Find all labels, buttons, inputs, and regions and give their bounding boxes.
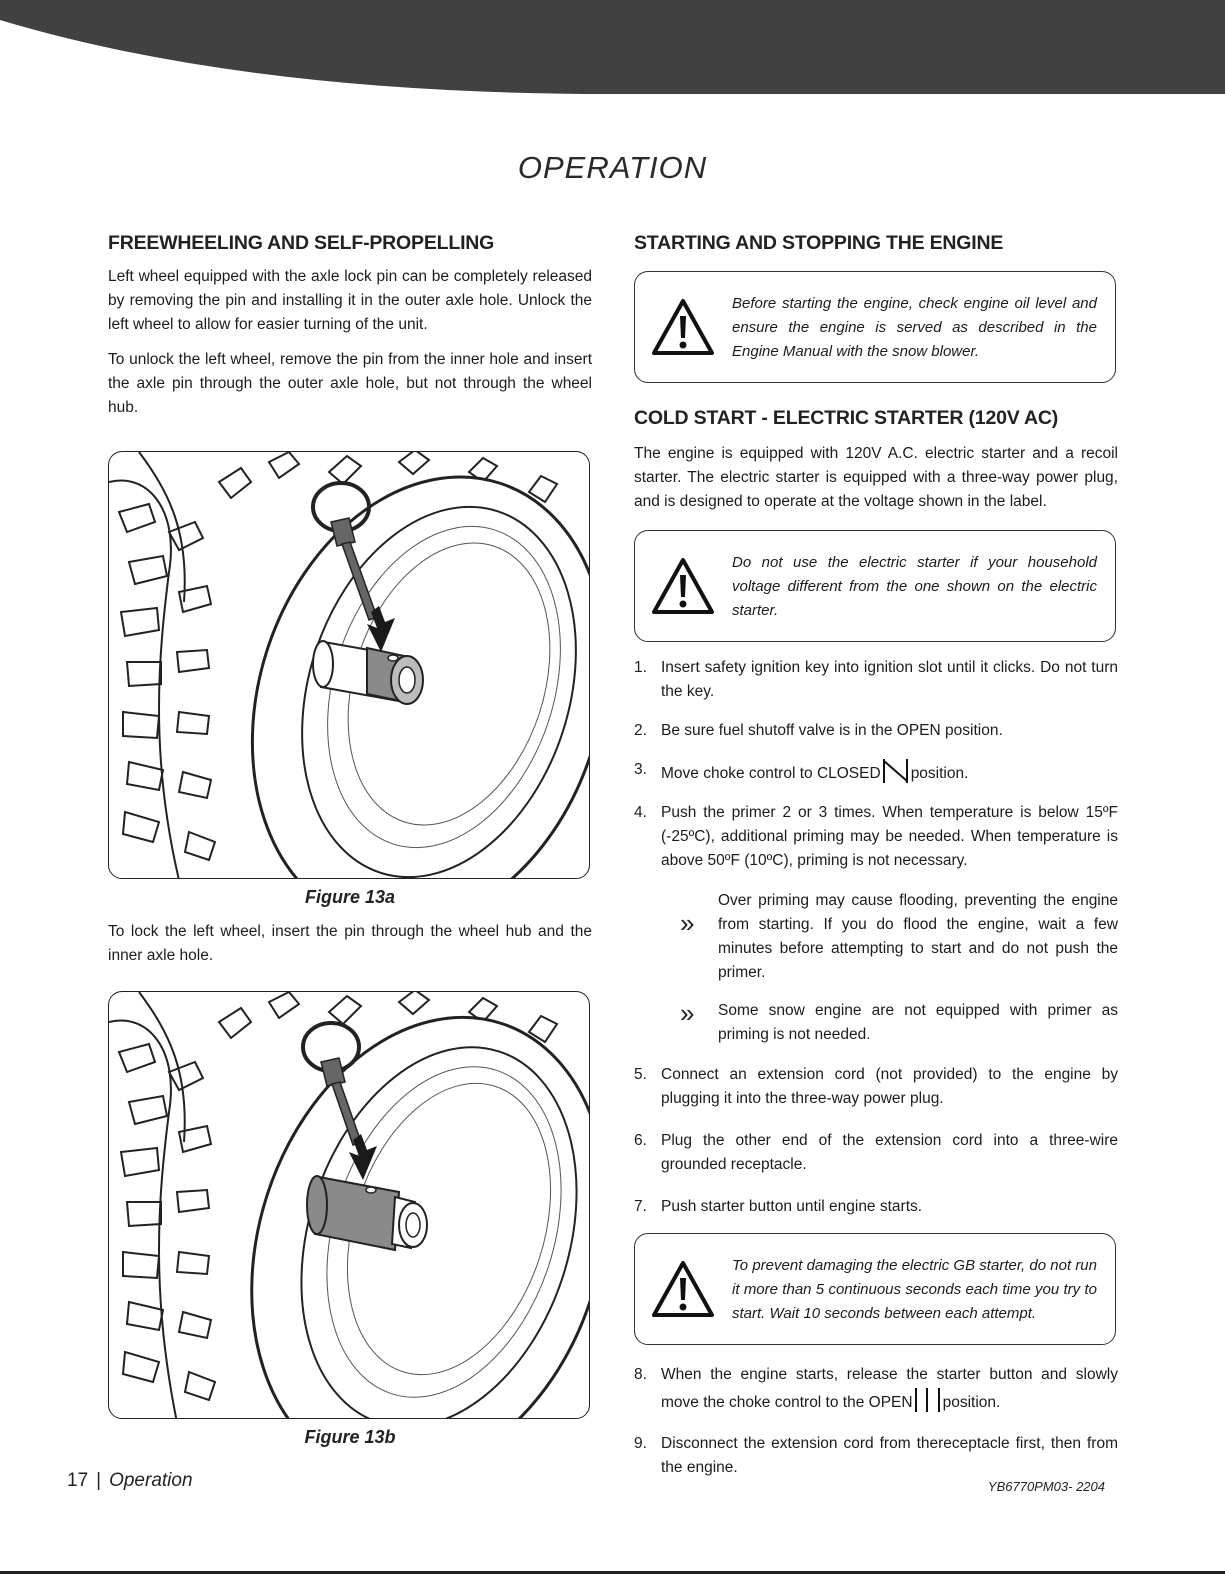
cold-start-intro: The engine is equipped with 120V A.C. electric starter and a recoil starter. The electric starter is equipped with a three-way power plug, and is designed to operate at the voltage shown in the label. [634, 445, 1118, 510]
step-text: Push the primer 2 or 3 times. When temperature is below 15ºF (-25ºC), additional priming may be needed. When temperature is above 50ºF (10ºC), priming is not necessary. [661, 804, 1118, 869]
step-number: 2. [634, 722, 647, 739]
step-number: 4. [634, 804, 647, 821]
note-no-primer [634, 999, 1118, 1047]
figure-13b-image [108, 991, 590, 1419]
page-title: OPERATION [517, 150, 708, 185]
step-number: 1. [634, 659, 647, 676]
step-text: Plug the other end of the extension cord into a three-wire grounded receptacle. [661, 1132, 1118, 1173]
double-chevron-icon: » [680, 998, 695, 1028]
note-text: Over priming may cause flooding, preventing the engine from starting. If you do flood the engine, wait a few minutes before attempting to start and do not push the primer. [718, 892, 1118, 981]
warning-box-voltage [634, 530, 1116, 642]
step-text: Be sure fuel shutoff valve is in the OPEN position. [661, 722, 1003, 739]
warning-text-voltage: Do not use the electric starter if your household voltage different from the one shown on the electric starter. [732, 554, 1097, 619]
warning-box-starter [634, 1233, 1116, 1345]
step-text: position. [910, 765, 969, 782]
start-steps-list [634, 656, 1118, 873]
step-text: When the engine starts, release the starter button and slowly move the choke control to the OPEN [661, 1366, 1118, 1411]
step-text: Push starter button until engine starts. [661, 1198, 923, 1215]
warning-triangle-icon [651, 298, 715, 356]
warning-triangle-icon [651, 1260, 715, 1318]
choke-open-icon [913, 1387, 943, 1413]
note-text: Some snow engine are not equipped with primer as priming is not needed. [718, 1002, 1118, 1043]
warning-text-oil: Before starting the engine, check engine oil level and ensure the engine is served as described in the Engine Manual with the snow blower. [732, 295, 1097, 360]
freewheeling-para-1: Left wheel equipped with the axle lock pin can be completely released by removing the pin and installing it in the outer axle hole. Unlock the left wheel to allow for easier turning of the unit. [108, 268, 592, 333]
footer-page-info [67, 1470, 193, 1492]
freewheeling-heading: FREEWHEELING AND SELF-PROPELLING [108, 232, 495, 254]
step-number: 8. [634, 1366, 647, 1383]
step-text: Connect an extension cord (not provided) to the engine by plugging it into the three-way power plug. [661, 1066, 1118, 1107]
list-item [634, 1063, 1118, 1111]
step-number: 9. [634, 1435, 647, 1452]
step-number: 3. [634, 761, 647, 778]
list-item [634, 656, 1118, 704]
step-text: Disconnect the extension cord from thereceptacle first, then from the engine. [661, 1435, 1118, 1476]
step-text: position. [942, 1394, 1001, 1411]
step-number: 6. [634, 1132, 647, 1149]
choke-closed-icon [881, 758, 911, 784]
cold-start-heading: COLD START - ELECTRIC STARTER (120V AC) [634, 407, 1059, 429]
header-banner [0, 0, 1225, 100]
list-item [634, 1363, 1118, 1415]
double-chevron-icon: » [680, 908, 695, 938]
list-item [634, 719, 1118, 743]
warning-box-oil [634, 271, 1116, 383]
step-text: Insert safety ignition key into ignition slot until it clicks. Do not turn the key. [661, 659, 1118, 700]
lock-wheel-para: To lock the left wheel, insert the pin through the wheel hub and the inner axle hole. [108, 923, 592, 964]
figure-13a-image [108, 451, 590, 879]
step-number: 5. [634, 1066, 647, 1083]
start-steps-list-final [634, 1363, 1118, 1480]
start-steps-list-continued [634, 1063, 1118, 1219]
list-item [634, 1432, 1118, 1480]
list-item [634, 758, 1118, 786]
list-item [634, 801, 1118, 873]
note-over-priming [634, 889, 1118, 985]
figure-13a-caption: Figure 13a [293, 885, 407, 910]
doc-code: YB6770PM03- 2204 [987, 1479, 1105, 1494]
footer-section: Operation [109, 1470, 193, 1491]
list-item [634, 1195, 1118, 1219]
footer-separator: | [96, 1470, 102, 1491]
starting-stopping-heading: STARTING AND STOPPING THE ENGINE [634, 232, 1004, 254]
page-number: 17 [67, 1470, 89, 1491]
warning-text-starter: To prevent damaging the electric GB starter, do not run it more than 5 continuous seconds each time you try to start. Wait 10 seconds between each attempt. [732, 1257, 1097, 1322]
left-column [108, 232, 592, 1460]
figure-13b-caption: Figure 13b [292, 1425, 407, 1450]
freewheeling-para-2: To unlock the left wheel, remove the pin from the inner hole and insert the axle pin through the outer axle hole, but not through the wheel hub. [108, 351, 592, 416]
step-text: Move choke control to CLOSED [661, 765, 881, 782]
step-number: 7. [634, 1198, 647, 1215]
right-column [634, 232, 1118, 1495]
bottom-divider [0, 1571, 1225, 1574]
warning-triangle-icon [651, 557, 715, 615]
list-item [634, 1129, 1118, 1177]
